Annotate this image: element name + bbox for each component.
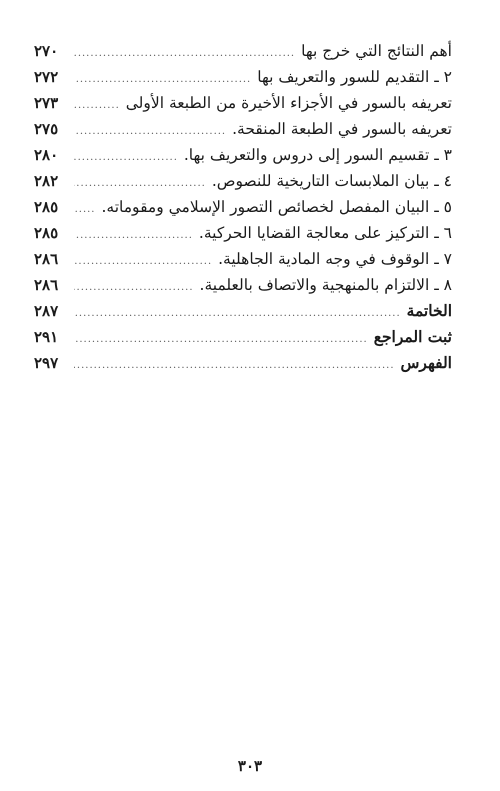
- toc-entry: [34, 38, 452, 64]
- toc-entry-page: ٢٨٦: [34, 276, 59, 294]
- toc-entry-title: ٧ ـ الوقوف في وجه المادية الجاهلية.: [218, 250, 452, 268]
- toc-entry: [34, 116, 452, 142]
- toc-entry-index: [34, 350, 452, 376]
- toc-entry-title: ٨ ـ الالتزام بالمنهجية والاتصاف بالعلمية.: [199, 276, 452, 294]
- toc-entry-page: ٢٧٢: [34, 68, 59, 86]
- toc-entry-page: ٢٩١: [34, 328, 59, 346]
- dot-leader: [74, 223, 193, 249]
- dot-leader: [74, 145, 178, 171]
- toc-entry-title: ثبت المراجع: [373, 327, 452, 346]
- toc-entry-title: أهم النتائج التي خرج بها: [301, 42, 452, 60]
- toc-entry-conclusion: [34, 298, 452, 324]
- toc-entry-page: ٢٨٥: [34, 198, 59, 216]
- toc-entry-page: ٢٨٥: [34, 224, 59, 242]
- toc-entry-title: ٢ ـ التقديم للسور والتعريف بها: [257, 68, 452, 86]
- toc-entry-title: ٣ ـ تقسيم السور إلى دروس والتعريف بها.: [183, 146, 452, 164]
- dot-leader: [74, 197, 95, 223]
- page-number: ٣٠٣: [237, 757, 263, 775]
- toc-entry-title: ٦ ـ التركيز على معالجة القضايا الحركية.: [198, 224, 452, 242]
- toc-entry: [34, 168, 452, 194]
- toc-entry-page: ٢٨٦: [34, 250, 59, 268]
- toc-entry: [34, 142, 452, 168]
- toc-entry: [34, 246, 452, 272]
- toc-entry-page: ٢٨٢: [34, 172, 59, 190]
- toc-entry-references: [34, 324, 452, 350]
- dot-leader: [74, 275, 194, 301]
- toc-entry: [34, 90, 452, 116]
- toc-entry: [34, 272, 452, 298]
- toc-entry: [34, 194, 452, 220]
- dot-leader: [74, 327, 368, 353]
- toc-entry-page: ٢٧٣: [34, 94, 59, 112]
- toc-entry-page: ٢٧٠: [34, 42, 59, 60]
- dot-leader: [74, 249, 212, 275]
- toc-entry: [34, 64, 452, 90]
- toc-entry: [34, 220, 452, 246]
- toc-entry-page: ٢٩٧: [34, 354, 59, 372]
- toc-entry-title: الخاتمة: [406, 301, 452, 320]
- toc-entry-title: ٤ ـ بيان الملابسات التاريخية للنصوص.: [211, 172, 452, 190]
- dot-leader: [74, 93, 120, 119]
- table-of-contents: [34, 38, 452, 376]
- toc-entry-title: ٥ ـ البيان المفصل لخصائص التصور الإسلامي ومقوماته.: [101, 198, 452, 216]
- toc-entry-title: تعريفه بالسور في الأجزاء الأخيرة من الطبعة الأولى: [125, 94, 452, 112]
- toc-entry-page: ٢٧٥: [34, 120, 59, 138]
- dot-leader: [74, 301, 401, 327]
- toc-entry-page: ٢٨٠: [34, 146, 59, 164]
- toc-entry-title: الفهرس: [400, 353, 452, 372]
- toc-entry-title: تعريفه بالسور في الطبعة المنقحة.: [232, 120, 452, 138]
- dot-leader: [74, 353, 395, 379]
- toc-entry-page: ٢٨٧: [34, 302, 59, 320]
